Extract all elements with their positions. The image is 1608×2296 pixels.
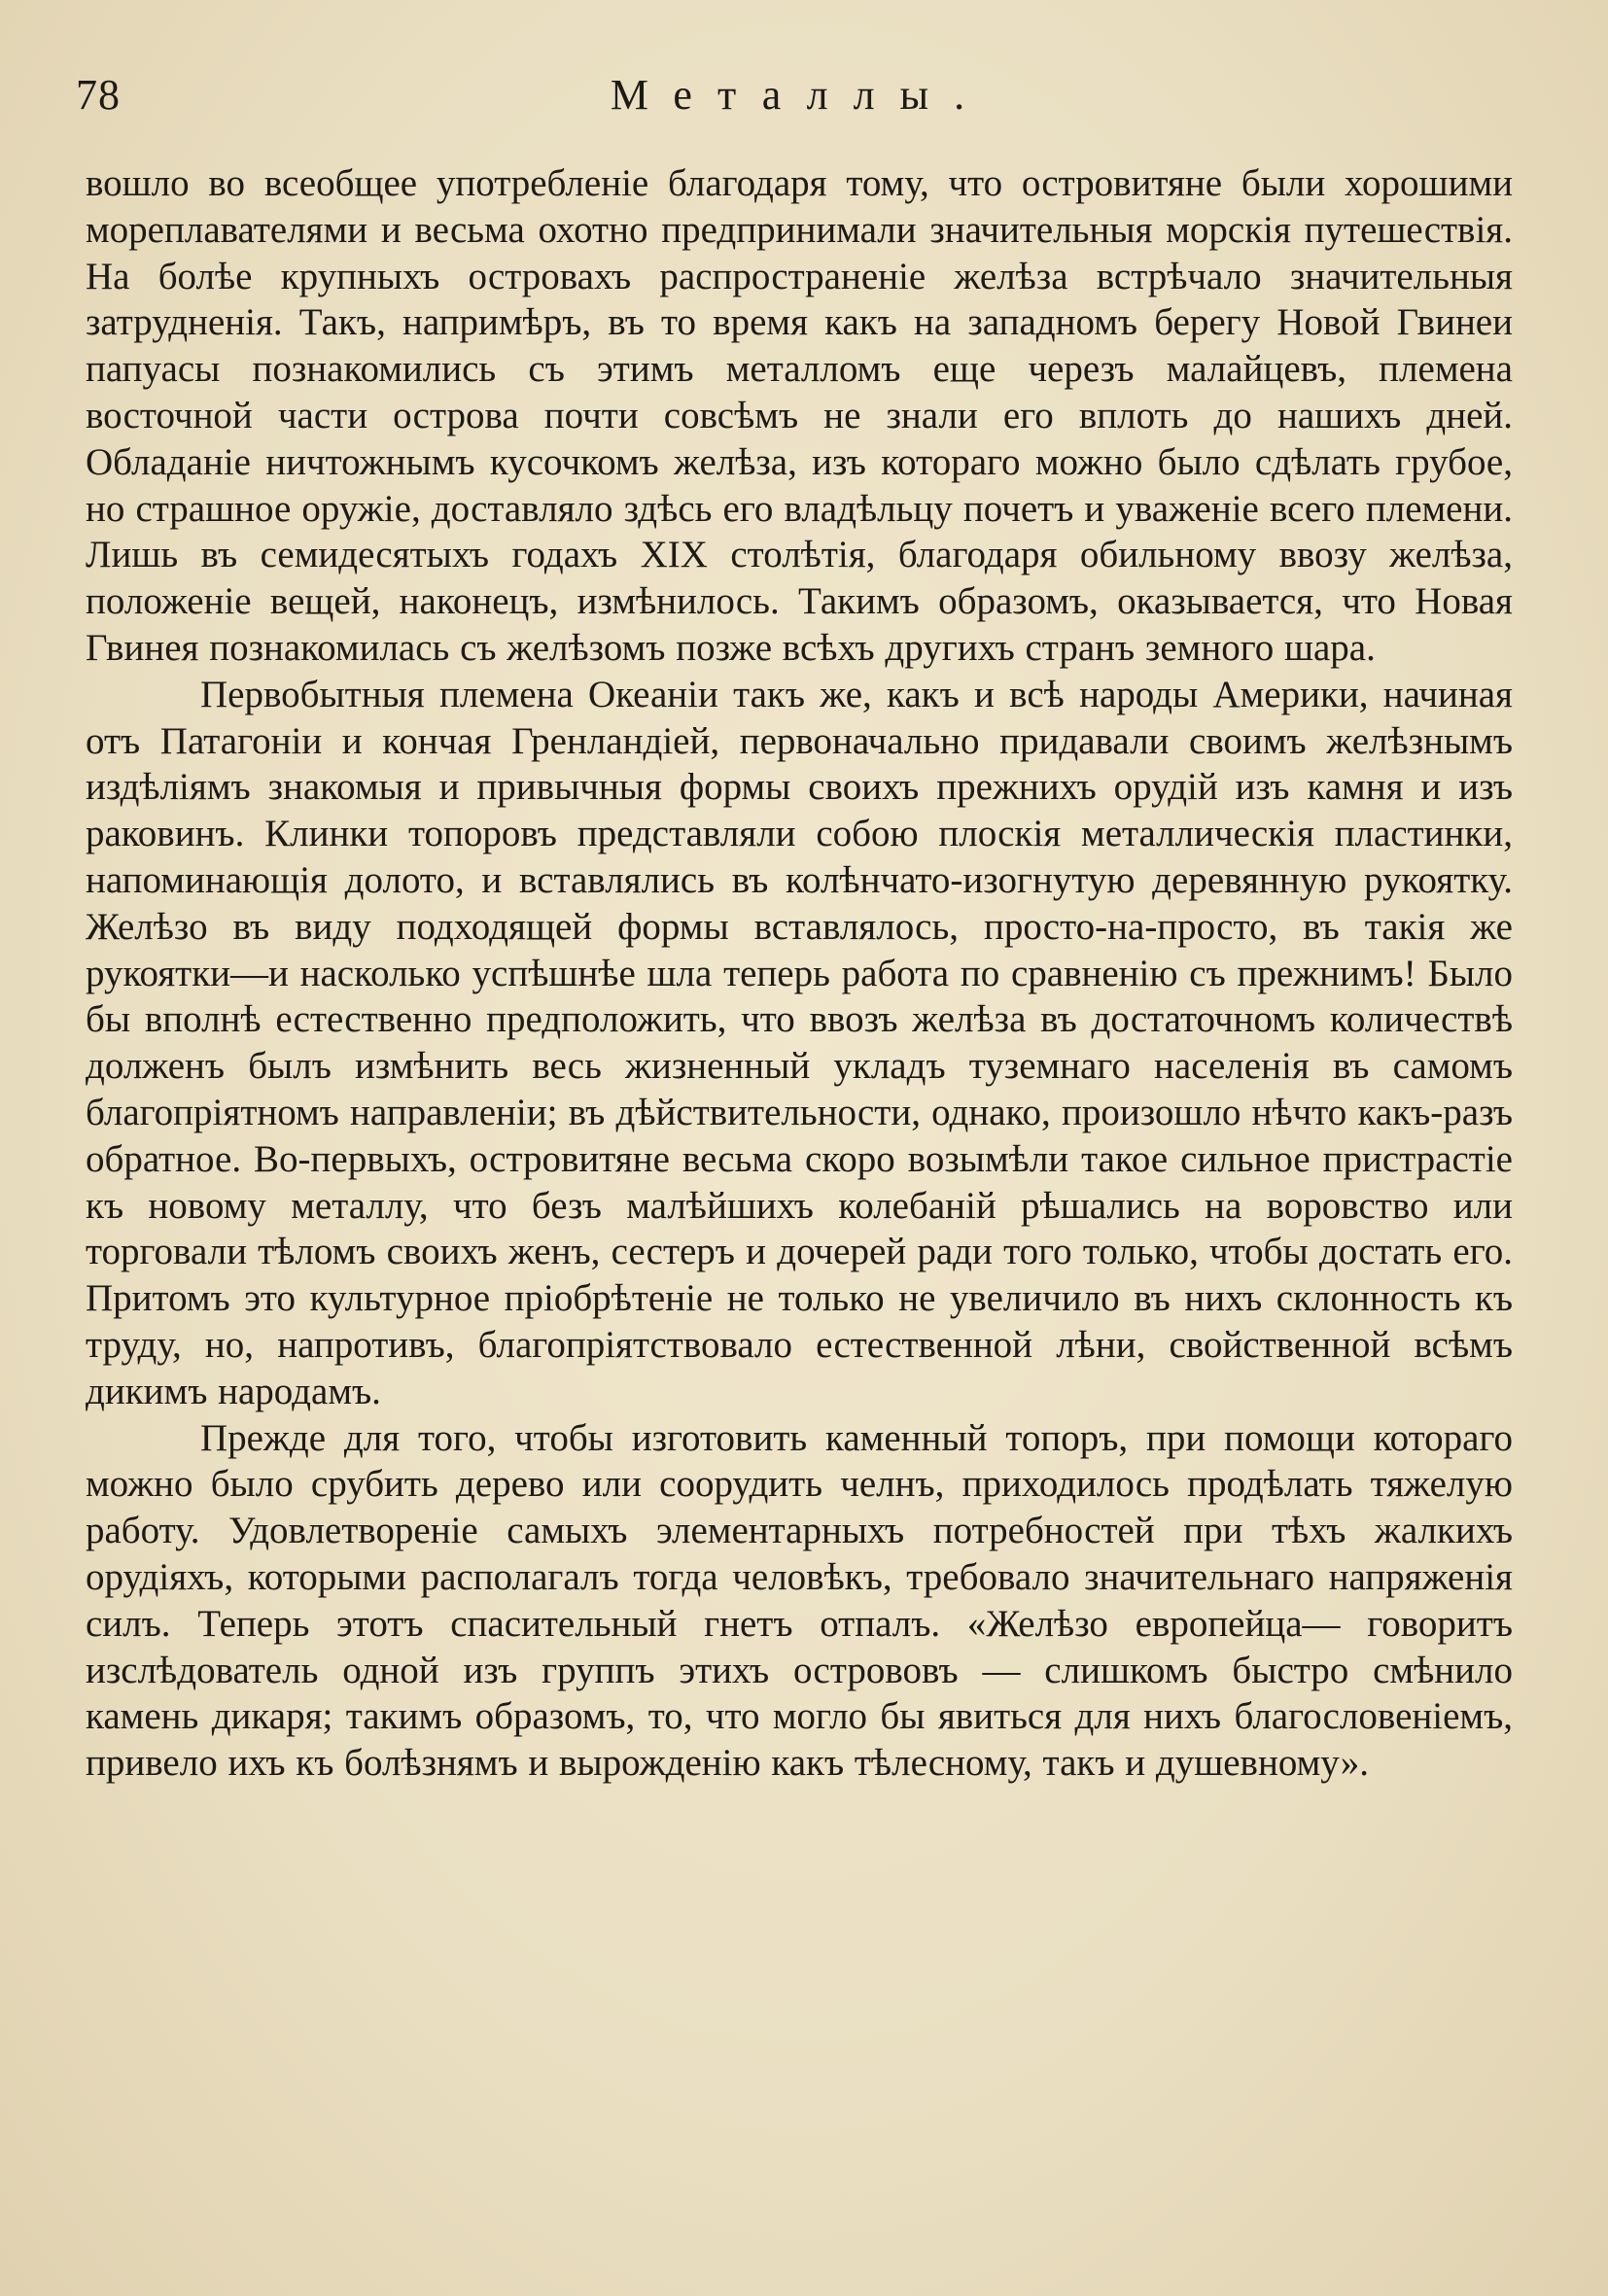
page-header xyxy=(76,70,1524,128)
paragraph-3: Прежде для того, чтобы изготовить каменный топоръ, при помощи котораго можно было срубить дерево или соорудить челнъ, приходилось продѣлать тяжелую работу. Удовлетвореніе самыхъ элементарныхъ потребностей при тѣхъ жалкихъ орудіяхъ, которыми располагалъ тогда человѣкъ, требовало значительнаго напряженія силъ. Теперь этотъ спасительный гнетъ отпалъ. «Желѣзо европейца— говоритъ изслѣдователь одной изъ группъ этихъ острововъ — слишкомъ быстро смѣнило камень дикаря; такимъ образомъ, то, что могло бы явиться для нихъ благословеніемъ, привело ихъ къ болѣзнямъ и вырожденію какъ тѣлесному, такъ и душевному». xyxy=(86,1416,1513,1785)
paragraph-2: Первобытныя племена Океаніи такъ же, какъ и всѣ народы Америки, начиная отъ Патагоніи и кончая Гренландіей, первоначально придавали своимъ желѣзнымъ издѣліямъ знакомыя и привычныя формы своихъ прежнихъ орудій изъ камня и изъ раковинъ. Клинки топоровъ представляли собою плоскія металлическія пластинки, напоминающія долото, и вставлялись въ колѣнчато-изогнутую деревянную рукоятку. Желѣзо въ виду подходящей формы вставлялось, просто-на-просто, въ такія же рукоятки—и насколько успѣшнѣе шла теперь работа по сравненію съ прежнимъ! Было бы вполнѣ естественно предположить, что ввозъ желѣза въ достаточномъ количествѣ долженъ былъ измѣнить весь жизненный укладъ туземнаго населенія въ самомъ благопріятномъ направленіи; въ дѣйствительности, однако, произошло нѣчто какъ-разъ обратное. Во-первыхъ, островитяне весьма скоро возымѣли такое сильное пристрастіе къ новому металлу, что безъ малѣйшихъ колебаній рѣшались на воровство или торговали тѣломъ своихъ женъ, сестеръ и дочерей ради того только, чтобы достать его. Притомъ это культурное пріобрѣтеніе не только не увеличило въ нихъ склонность къ труду, но, напротивъ, благопріятствовало естественной лѣни, свойственной всѣмъ дикимъ народамъ. xyxy=(86,673,1513,1412)
body-text xyxy=(86,160,1513,1787)
paragraph-1: вошло во всеобщее употребленіе благодаря тому, что островитяне были хорошими мореплавателями и весьма охотно предпринимали значительныя морскія путешествія. На болѣе крупныхъ островахъ распространеніе желѣза встрѣчало значительныя затрудненія. Такъ, напримѣръ, въ то время какъ на западномъ берегу Новой Гвинеи папуасы познакомились съ этимъ металломъ еще черезъ малайцевъ, племена восточной части острова почти совсѣмъ не знали его вплоть до нашихъ дней. Обладаніе ничтожнымъ кусочкомъ желѣза, изъ котораго можно было сдѣлать грубое, но страшное оружіе, доставляло здѣсь его владѣльцу почетъ и уваженіе всего племени. Лишь въ семидесятыхъ годахъ XIX столѣтія, благодаря обильному ввозу желѣза, положеніе вещей, наконецъ, измѣнилось. Такимъ образомъ, оказывается, что Новая Гвинея познакомилась съ желѣзомъ позже всѣхъ другихъ странъ земного шара. xyxy=(86,162,1513,669)
running-title: Металлы. xyxy=(610,71,991,119)
page-number: 78 xyxy=(76,71,121,119)
